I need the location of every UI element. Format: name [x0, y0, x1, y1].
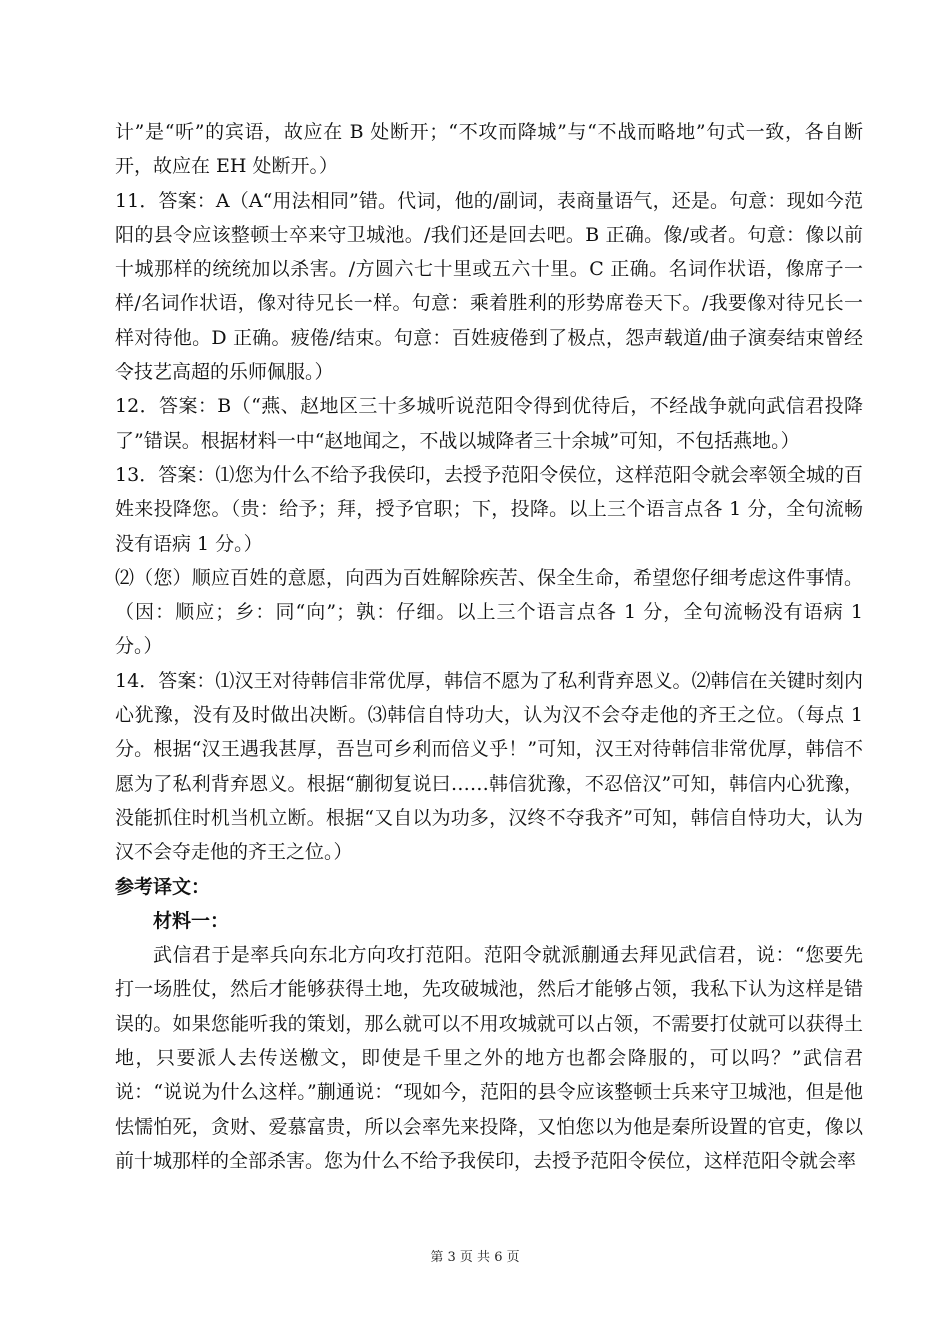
paragraph-q11-answer: 11．答案：A（A“用法相同”错。代词，他的/副词，表商量语气，还是。句意：现如今范阳的县令应该整顿士卒来守卫城池。/我们还是回去吧。B 正确。像/或者。句意：像以前十城那样的统统加以杀害。/方圆六七十里或五六十里。C 正确。名词作状语，像席子一样/名词作状语，像对待兄长一样。句意：乘着胜利的形势席卷天下。/我要像对待兄长一样对待他。D 正确。疲倦/结束。句意：百姓疲倦到了极点，怨声载道/曲子演奏结束曾经令技艺高超的乐师佩服。）: [115, 189, 863, 384]
paragraph-q14-answer: 14．答案：⑴汉王对待韩信非常优厚，韩信不愿为了私利背弃恩义。⑵韩信在关键时刻内心犹豫，没有及时做出决断。⑶韩信自恃功大，认为汉不会夺走他的齐王之位。（每点 1 分。根据“汉王遇我甚厚，吾岂可乡利而倍义乎！”可知，汉王对待韩信非常优厚，韩信不愿为了私利背弃恩义。根据“蒯彻复说曰……韩信犹豫，不忍倍汉”可知，韩信内心犹豫，没能抓住时机当机立断。根据“又自以为功多，汉终不夺我齐”可知，韩信自恃功大，认为汉不会夺走他的齐王之位。）: [115, 669, 863, 864]
page-footer: 第 3 页 共 6 页: [430, 1250, 520, 1265]
paragraph-q13-answer: 13．答案：⑴您为什么不给予我侯印，去授予范阳令侯位，这样范阳令就会率领全城的百姓来投降您。（贵：给予；拜，授予官职；下，投降。以上三个语言点各 1 分，全句流畅没有语病 1 分。）: [115, 463, 863, 555]
answer-explanations: [115, 115, 863, 1178]
translation-paragraph: 武信君于是率兵向东北方向攻打范阳。范阳令就派蒯通去拜见武信君，说：“您要先打一场胜仗，然后才能够获得土地，先攻破城池，然后才能够占领，我私下认为这样是错误的。如果您能听我的策划，那么就可以不用攻城就可以占领，不需要打仗就可以获得土地，只要派人去传送檄文，即使是千里之外的地方也都会降服的，可以吗？”武信君说：“说说为什么这样。”蒯通说：“现如今，范阳的县令应该整顿士兵来守卫城池，但是他怯懦怕死，贪财、爱慕富贵，所以会率先来投降，又怕您以为他是秦所设置的官吏，像以前十城那样的全部杀害。您为什么不给予我侯印，去授予范阳令侯位，这样范阳令就会率: [115, 944, 863, 1172]
paragraph-q12-answer: 12．答案：B（“燕、赵地区三十多城听说范阳令得到优待后，不经战争就向武信君投降了”错误。根据材料一中“赵地闻之，不战以城降者三十余城”可知，不包括燕地。）: [115, 395, 863, 452]
paragraph-q10-continued: 计”是“听”的宾语，故应在 B 处断开；“不攻而降城”与“不战而略地”句式一致，各自断开，故应在 EH 处断开。）: [115, 121, 863, 178]
translation-heading: 参考译文：: [115, 875, 211, 898]
material-one-heading: 材料一：: [153, 909, 230, 932]
paragraph-q13-part2: ⑵（您）顺应百姓的意愿，向西为百姓解除疾苦、保全生命，希望您仔细考虑这件事情。（因：顺应；乡：同“向”；孰：仔细。以上三个语言点各 1 分，全句流畅没有语病 1 分。）: [115, 566, 863, 658]
